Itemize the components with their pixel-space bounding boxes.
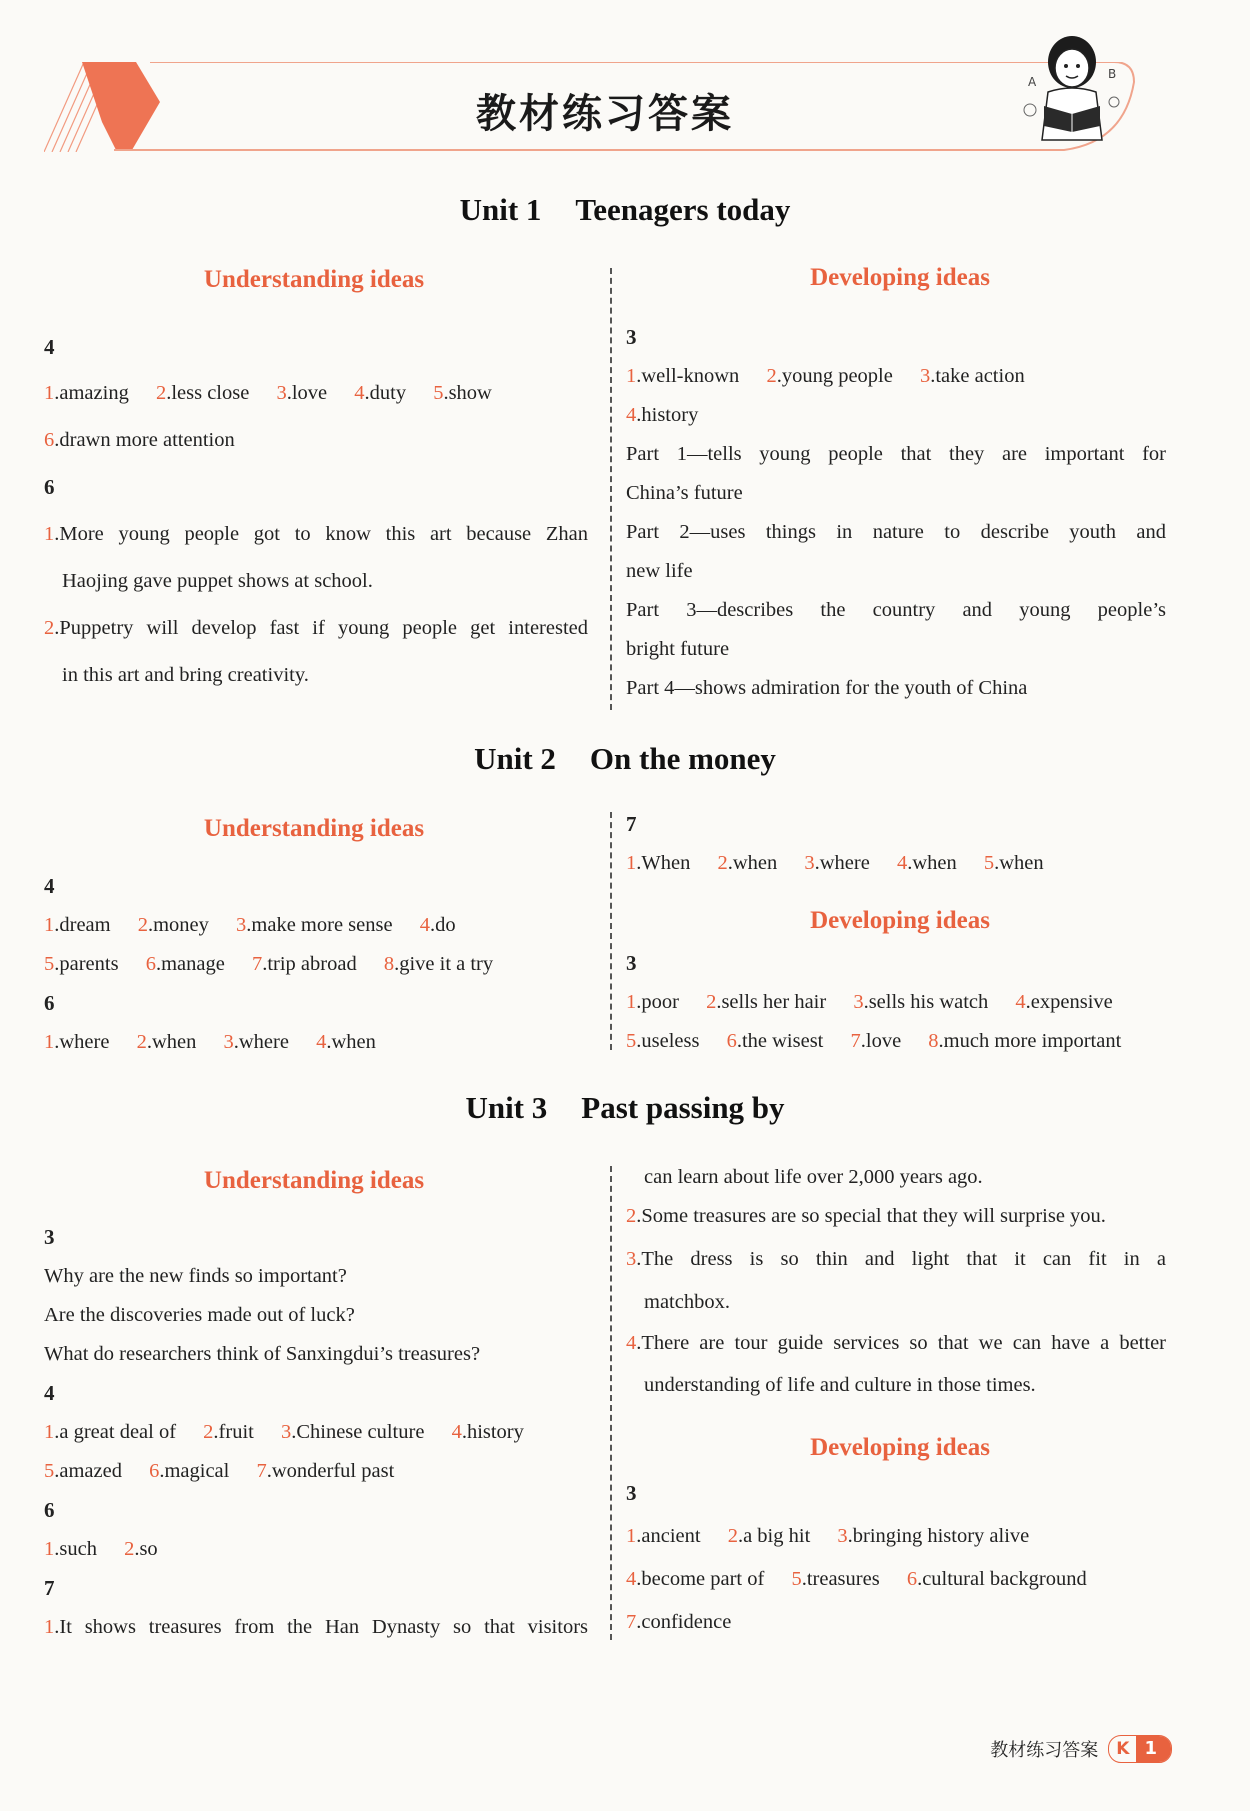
question-number: 4 xyxy=(44,335,55,359)
answer-line: 5.useless 6.the wisest 7.love 8.much more important xyxy=(626,1030,1122,1052)
answer-line: Part 4—shows admiration for the youth of China xyxy=(626,677,1028,699)
question-number: 7 xyxy=(44,1576,55,1600)
answer-line: 1.dream 2.money 3.make more sense 4.do xyxy=(44,914,456,936)
page-number: 1 xyxy=(1136,1736,1171,1762)
answer-line: What do researchers think of Sanxingdui’s treasures? xyxy=(44,1343,481,1365)
unit2-name: On the money xyxy=(589,741,776,776)
answer-line: new life xyxy=(626,560,693,582)
unit3-title xyxy=(0,1090,1250,1126)
answer-line: 2.Puppetry will develop fast if young people get interested xyxy=(44,617,588,639)
unit3-name: Past passing by xyxy=(581,1090,785,1125)
question-number: 4 xyxy=(44,1381,55,1405)
unit1-title xyxy=(0,192,1250,228)
answer-line: 2.Some treasures are so special that they will surprise you. xyxy=(626,1205,1106,1227)
question-number: 4 xyxy=(44,874,55,898)
page-footer xyxy=(990,1734,1172,1764)
answer-line: 4.There are tour guide services so that we can have a better xyxy=(626,1332,1166,1354)
unit1-developing-heading: Developing ideas xyxy=(810,264,990,291)
answer-line: Haojing gave puppet shows at school. xyxy=(62,570,373,592)
answer-line: 1.More young people got to know this art because Zhan xyxy=(44,523,588,545)
unit2-developing-heading: Developing ideas xyxy=(810,907,990,934)
answer-line: 1.poor 2.sells her hair 3.sells his watch 4.expensive xyxy=(626,991,1113,1013)
unit3-developing-heading: Developing ideas xyxy=(810,1434,990,1461)
girl-reading-illustration xyxy=(1010,22,1130,150)
answer-line: 4.history xyxy=(626,404,699,426)
answer-line: 4.become part of 5.treasures 6.cultural background xyxy=(626,1568,1087,1590)
answer-line: 6.drawn more attention xyxy=(44,429,235,451)
answer-line: understanding of life and culture in those times. xyxy=(644,1374,1036,1396)
answer-line: Part 1—tells young people that they are important for xyxy=(626,443,1166,465)
question-number: 7 xyxy=(626,812,637,836)
answer-line: Are the discoveries made out of luck? xyxy=(44,1304,355,1326)
footer-label: 教材练习答案 xyxy=(990,1740,1099,1761)
unit1-number: Unit 1 xyxy=(459,192,542,227)
question-number: 6 xyxy=(44,1498,55,1522)
page-title: 教材练习答案 xyxy=(476,91,734,137)
question-number: 3 xyxy=(626,325,637,349)
answer-line: 5.parents 6.manage 7.trip abroad 8.give it a try xyxy=(44,953,494,975)
page-badge xyxy=(1108,1735,1172,1763)
answer-line: bright future xyxy=(626,638,730,660)
svg-text:B: B xyxy=(1108,67,1117,81)
unit3-understanding-heading: Understanding ideas xyxy=(203,1167,425,1194)
answer-line: 3.The dress is so thin and light that it can fit in a xyxy=(626,1248,1166,1270)
answer-line: 1.When 2.when 3.where 4.when 5.when xyxy=(626,852,1044,874)
answer-line: in this art and bring creativity. xyxy=(62,664,309,686)
unit2-title xyxy=(0,741,1250,777)
answer-line: 1.ancient 2.a big hit 3.bringing history alive xyxy=(626,1525,1030,1547)
answer-line: 1.amazing 2.less close 3.love 4.duty 5.show xyxy=(44,382,492,404)
answer-line: matchbox. xyxy=(644,1291,730,1313)
question-number: 3 xyxy=(626,1481,637,1505)
unit2-number: Unit 2 xyxy=(474,741,556,776)
unit3-number: Unit 3 xyxy=(465,1090,548,1125)
badge-letter: K xyxy=(1116,1739,1130,1759)
answer-line: Part 3—describes the country and young people’s xyxy=(626,599,1166,621)
answer-line: Part 2—uses things in nature to describe youth and xyxy=(626,521,1166,543)
column-divider xyxy=(610,268,612,710)
answer-line: 1.such 2.so xyxy=(44,1538,158,1560)
column-divider xyxy=(610,812,612,1050)
answer-line: China’s future xyxy=(626,482,743,504)
answer-line: 5.amazed 6.magical 7.wonderful past xyxy=(44,1460,395,1482)
question-number: 6 xyxy=(44,475,55,499)
answer-line: 1.well-known 2.young people 3.take action xyxy=(626,365,1025,387)
unit2-understanding-heading: Understanding ideas xyxy=(203,815,425,842)
answer-line: 7.confidence xyxy=(626,1611,732,1633)
question-number: 6 xyxy=(44,991,55,1015)
answer-line: Why are the new finds so important? xyxy=(44,1265,347,1287)
answer-line: 1.a great deal of 2.fruit 3.Chinese culture 4.history xyxy=(44,1421,524,1443)
question-number: 3 xyxy=(626,951,637,975)
question-number: 3 xyxy=(44,1225,55,1249)
answer-line: 1.It shows treasures from the Han Dynasty so that visitors xyxy=(44,1616,588,1638)
column-divider xyxy=(610,1166,612,1640)
answer-line: can learn about life over 2,000 years ago. xyxy=(644,1166,983,1188)
svg-text:A: A xyxy=(1028,75,1037,89)
unit1-understanding-heading: Understanding ideas xyxy=(203,266,425,293)
answer-line: 1.where 2.when 3.where 4.when xyxy=(44,1031,376,1053)
unit1-name: Teenagers today xyxy=(575,192,791,227)
